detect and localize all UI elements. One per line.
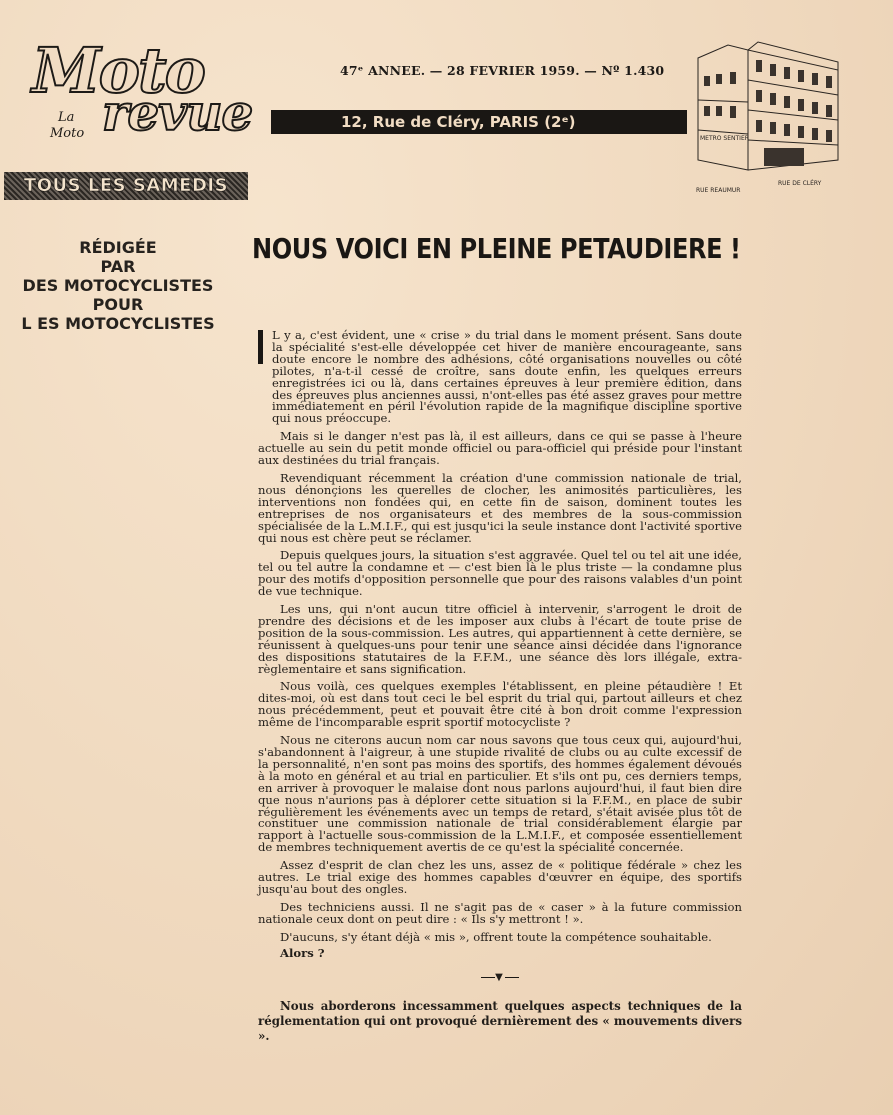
article-body bbox=[258, 330, 742, 1050]
logo-la-text: La bbox=[58, 110, 75, 125]
drop-cap-bar bbox=[258, 330, 263, 364]
tagline-line: L ES MOTOCYCLISTES bbox=[21, 314, 215, 333]
article-paragraph: L y a, c'est évident, une « crise » du trial dans le moment présent. Sans doute la spécialité s'est-elle développée cet hiver de manière encourageante, sans doute encore le nombre des adhésions, côté organisations nouvelles ou côté pilotes, n'a-t-il cessé de croître, sans doute enfin, les quelques erreurs enregistrées ici ou là, dans certaines épreuves à leur première édition, dans des épreuves plus anciennes aussi, n'ont-elles pas été assez graves pour mettre immédiatement en péril l'évolution rapide de la magnifique discipline sportive qui nous préoccupe. bbox=[258, 330, 742, 425]
issue-line: 47ᵉ ANNEE. — 28 FEVRIER 1959. — Nº 1.430 bbox=[340, 63, 665, 78]
tagline-line: PAR bbox=[100, 257, 136, 276]
alors-line: Alors ? bbox=[280, 945, 325, 960]
closing-note: Nous aborderons incessamment quelques aspects techniques de la réglementation qui ont provoqué dernièrement des « mouvements divers ». bbox=[258, 999, 742, 1044]
section-divider bbox=[258, 972, 742, 984]
building-sign-reaumur: RUE REAUMUR bbox=[696, 187, 741, 194]
article-paragraph: Des techniciens aussi. Il ne s'agit pas de « caser » à la future commission nationale ceux dont on peut dire : « Ils s'y mettront ! ». bbox=[258, 899, 742, 926]
logo-moto-text: Moto bbox=[32, 34, 204, 107]
building-sign-metro: METRO SENTIER bbox=[700, 135, 749, 142]
tagline-line: RÉDIGÉE bbox=[79, 238, 157, 257]
address-bar: 12, Rue de Cléry, PARIS (2ᵉ) bbox=[271, 110, 687, 134]
article-paragraph: Depuis quelques jours, la situation s'est aggravée. Quel tel ou tel ait une idée, tel ou tel autre la condamne et — c'est bien là le plus triste — la condamne plus pour des motifs d'opposition personnelle que pour des raisons valables d'un point de vue technique. bbox=[258, 548, 742, 599]
article-headline: NOUS VOICI EN PLEINE PETAUDIERE ! bbox=[252, 232, 741, 265]
article-paragraph: Nous voilà, ces quelques exemples l'établissent, en pleine pétaudière ! Et dites-moi, où est dans tout ceci le bel esprit du trial qui, partout ailleurs et chez nous précédemment, peut et pouvait être cité à bon droit comme l'expression même de l'incomparable esprit sportif motocycliste ? bbox=[258, 679, 742, 730]
tous-les-samedis-banner: TOUS LES SAMEDIS bbox=[4, 172, 248, 200]
article-paragraph: D'aucuns, s'y étant déjà « mis », offrent toute la compétence souhaitable. bbox=[280, 929, 712, 944]
divider-arrow-icon: ▼ bbox=[495, 971, 505, 983]
building-illustration bbox=[688, 40, 846, 200]
article-paragraph: Nous ne citerons aucun nom car nous savons que tous ceux qui, aujourd'hui, s'abandonnent à l'aigreur, à une stupide rivalité de clubs ou au culte excessif de la personnalité, n'en sont pas moins des sportifs, des hommes également dévoués à la moto en général et au trial en particulier. Et s'ils ont pu, ces derniers temps, en arriver à provoquer le malaise dont nous parlons aujourd'hui, il faut bien dire que nous n'aurions pas à déplorer cette situation si la F.F.M., en place de subir régulièrement les événements avec un temps de retard, s'était avisée plus tôt de constituer une commission nationale de trial considérablement élargie par rapport à l'actuelle sous-commission de la L.M.I.F., et composée essentiellement de membres techniquement avertis de ce qu'est la spécialité concernée. bbox=[258, 733, 742, 855]
building-sign-clery: RUE DE CLÉRY bbox=[778, 180, 822, 187]
logo-revue-text: revue bbox=[102, 83, 253, 142]
article-paragraph: Assez d'esprit de clan chez les uns, assez de « politique fédérale » chez les autres. Le trial exige des hommes capables d'œuvrer en équipe, des sportifs jusqu'au bout des ongles. bbox=[258, 858, 742, 896]
article-paragraph: Mais si le danger n'est pas là, il est ailleurs, dans ce qui se passe à l'heure actuelle au sein du petit monde officiel ou para-officiel qui préside pour l'instant aux destinées du trial français. bbox=[258, 429, 742, 468]
article-paragraph: Les uns, qui n'ont aucun titre officiel à intervenir, s'arrogent le droit de prendre des décisions et de les imposer aux clubs à l'écart de toute prise de position de la sous-commission. Les autres, qui appartiennent à cette dernière, se réunissent à quelques-uns pour tenir une séance ainsi décidée dans l'ignorance des dispositions statutaires de la F.F.M., une séance dès lors illégale, extra-règlementaire et sans signification. bbox=[258, 602, 742, 676]
tagline-line: POUR bbox=[92, 295, 144, 314]
tagline bbox=[10, 238, 226, 333]
moto-revue-logo bbox=[14, 34, 254, 145]
article-paragraph: Revendiquant récemment la création d'une commission nationale de trial, nous dénonçions les querelles de clocher, les animosités particulières, les interventions non fondées qui, en cette fin de saison, dominent toutes les entreprises de nos organisateurs et des membres de la sous-commission spécialisée de la L.M.I.F., qui est jusqu'ici la seule instance dont l'activité sportive qui nous est chère peut se réclamer. bbox=[258, 470, 742, 545]
logo-lamoto-text: Moto bbox=[50, 126, 85, 141]
tagline-line: DES MOTOCYCLISTES bbox=[22, 276, 214, 295]
